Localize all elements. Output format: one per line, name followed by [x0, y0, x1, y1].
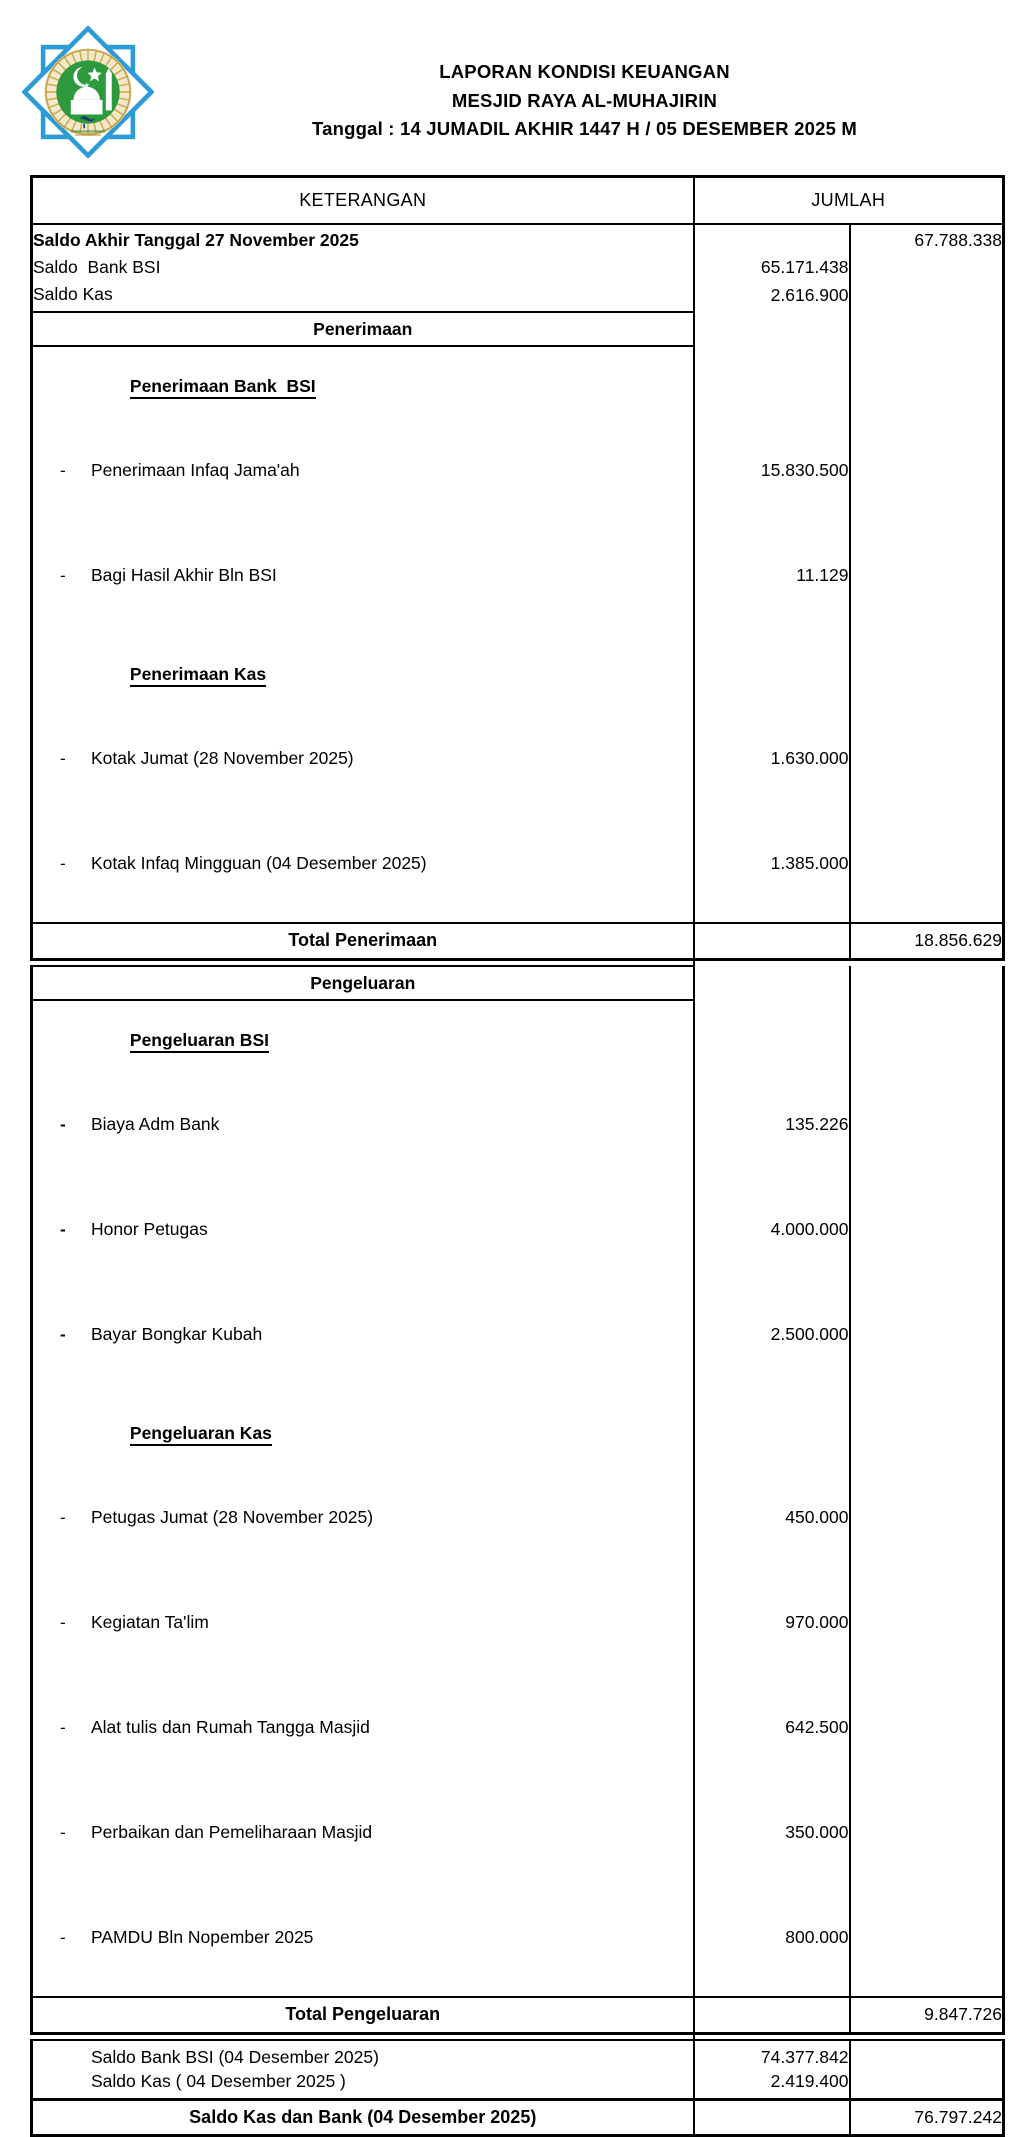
- line-item-total-cell: [850, 1177, 1004, 1282]
- line-item-penerimaan-bsi-1: [32, 523, 694, 628]
- line-item-label: PAMDU Bln Nopember 2025: [91, 1927, 314, 1947]
- line-item-total-cell: [850, 1465, 1004, 1570]
- spacer-row: [32, 1387, 1004, 1402]
- total-pengeluaran-label: Total Pengeluaran: [32, 1997, 694, 2033]
- total-penerimaan-amount-cell: [694, 923, 850, 959]
- closing-gap-row: [32, 2033, 1004, 2040]
- group-penerimaan-kas-total-cell: [850, 643, 1004, 706]
- column-header-jumlah: JUMLAH: [694, 177, 1004, 224]
- final-total-label: Saldo Kas dan Bank (04 Desember 2025): [32, 2099, 694, 2135]
- line-item-pengeluaran-kas-4: [32, 1885, 694, 1997]
- line-item-total-cell: [850, 523, 1004, 628]
- section-gap-row: [32, 959, 1004, 966]
- table-row: [32, 1780, 1004, 1885]
- line-item-total-cell: [850, 1780, 1004, 1885]
- final-total-value: 76.797.242: [850, 2099, 1004, 2135]
- closing-item-amount-1: 2.419.400: [694, 2070, 850, 2100]
- dash-bullet-icon: -: [60, 1220, 66, 1239]
- group-title-pengeluaran-bsi-text: Pengeluaran BSI: [130, 1030, 269, 1053]
- line-item-total-cell: [850, 1072, 1004, 1177]
- line-item-label: Kegiatan Ta'lim: [91, 1612, 209, 1632]
- report-title-line2: MESJID RAYA AL-MUHAJIRIN: [451, 89, 718, 111]
- table-row: [32, 253, 1004, 283]
- dash-bullet-icon: -: [60, 1325, 66, 1344]
- line-item-label: Petugas Jumat (28 November 2025): [91, 1507, 374, 1527]
- opening-balance-total: 67.788.338: [850, 224, 1004, 254]
- closing-item-total-0: [850, 2040, 1004, 2070]
- logo-container: [0, 22, 175, 158]
- table-row: [32, 1282, 1004, 1387]
- line-item-penerimaan-kas-0: [32, 706, 694, 811]
- line-item-pengeluaran-bsi-2: [32, 1282, 694, 1387]
- spacer-row: [32, 628, 1004, 643]
- section-title-row-pengeluaran: [32, 966, 1004, 1000]
- group-penerimaan-kas-amount-cell: [694, 643, 850, 706]
- opening-item-label-0: Saldo Bank BSI: [32, 253, 694, 283]
- dash-bullet-icon: -: [60, 1823, 66, 1842]
- line-item-label: Honor Petugas: [91, 1219, 208, 1239]
- opening-item-amount-0: 65.171.438: [694, 253, 850, 283]
- group-title-pengeluaran-kas-text: Pengeluaran Kas: [130, 1423, 272, 1446]
- dash-bullet-icon: -: [60, 1718, 66, 1737]
- line-item-label: Kotak Infaq Mingguan (04 Desember 2025): [91, 853, 427, 873]
- total-row-pengeluaran: [32, 1997, 1004, 2033]
- line-item-pengeluaran-bsi-0: [32, 1072, 694, 1177]
- table-row: [32, 1177, 1004, 1282]
- financial-report-table: [30, 175, 1005, 2137]
- dash-bullet-icon: -: [60, 1613, 66, 1632]
- mosque-star-logo: [22, 26, 154, 158]
- line-item-pengeluaran-kas-1: [32, 1570, 694, 1675]
- section-title-pengeluaran: Pengeluaran: [32, 966, 694, 1000]
- table-row: [32, 1000, 1004, 1072]
- group-title-pengeluaran-bsi: [32, 1000, 694, 1072]
- table-row: [32, 2040, 1004, 2070]
- line-item-label: Biaya Adm Bank: [91, 1114, 220, 1134]
- section-title-row-penerimaan: [32, 312, 1004, 346]
- total-row-penerimaan: [32, 923, 1004, 959]
- total-penerimaan-label: Total Penerimaan: [32, 923, 694, 959]
- line-item-total-cell: [850, 811, 1004, 923]
- spacer-amt: [694, 1387, 850, 1402]
- line-item-penerimaan-kas-1: [32, 811, 694, 923]
- line-item-total-cell: [850, 1570, 1004, 1675]
- group-penerimaan-bsi-total-cell: [850, 346, 1004, 418]
- dash-bullet-icon: -: [60, 1508, 66, 1527]
- dash-bullet-icon: -: [60, 749, 66, 768]
- line-item-pengeluaran-kas-3: [32, 1780, 694, 1885]
- spacer-tot: [850, 1387, 1004, 1402]
- section-title-pengeluaran-amount-cell: [694, 966, 850, 1000]
- closing-item-total-1: [850, 2070, 1004, 2100]
- group-pengeluaran-bsi-amount-cell: [694, 1000, 850, 1072]
- group-title-penerimaan-bsi-text: Penerimaan Bank BSI: [130, 376, 316, 399]
- table-row: [32, 1570, 1004, 1675]
- table-row: [32, 1675, 1004, 1780]
- opening-balance-item-amount-blank: [694, 224, 850, 254]
- report-date-line: Tanggal : 14 JUMADIL AKHIR 1447 H / 05 DESEMBER 2025 M: [311, 118, 858, 140]
- report-title-line1: LAPORAN KONDISI KEUANGAN: [439, 61, 730, 82]
- dash-bullet-icon: -: [60, 854, 66, 873]
- column-header-keterangan: KETERANGAN: [32, 177, 694, 224]
- dash-bullet-icon: -: [60, 1928, 66, 1947]
- table-row: [32, 523, 1004, 628]
- dash-bullet-icon: -: [60, 1115, 66, 1134]
- closing-item-label-0: Saldo Bank BSI (04 Desember 2025): [32, 2040, 694, 2070]
- section-title-pengeluaran-total-cell: [850, 966, 1004, 1000]
- dash-bullet-icon: -: [60, 461, 66, 480]
- line-item-total-cell: [850, 1675, 1004, 1780]
- section-title-penerimaan-total-cell: [850, 312, 1004, 346]
- line-item-amount: 642.500: [694, 1675, 850, 1780]
- opening-item-label-1: Saldo Kas: [32, 283, 694, 313]
- line-item-penerimaan-bsi-0: [32, 418, 694, 523]
- title-block: [175, 22, 1034, 144]
- opening-item-total-1: [850, 283, 1004, 313]
- group-title-penerimaan-kas: [32, 643, 694, 706]
- table-row: [32, 283, 1004, 313]
- total-pengeluaran-amount-cell: [694, 1997, 850, 2033]
- line-item-amount: 135.226: [694, 1072, 850, 1177]
- table-row: [32, 706, 1004, 811]
- line-item-label: Penerimaan Infaq Jama'ah: [91, 460, 300, 480]
- spacer-ket: [32, 628, 694, 643]
- table-row: [32, 811, 1004, 923]
- section-title-penerimaan: Penerimaan: [32, 312, 694, 346]
- line-item-amount: 800.000: [694, 1885, 850, 1997]
- line-item-amount: 1.630.000: [694, 706, 850, 811]
- line-item-label: Perbaikan dan Pemeliharaan Masjid: [91, 1822, 373, 1842]
- table-row: [32, 1465, 1004, 1570]
- closing-item-label-1: Saldo Kas ( 04 Desember 2025 ): [32, 2070, 694, 2100]
- section-gap-ket: [32, 959, 694, 966]
- opening-balance-title: Saldo Akhir Tanggal 27 November 2025: [32, 224, 694, 254]
- line-item-amount: 1.385.000: [694, 811, 850, 923]
- line-item-label: Kotak Jumat (28 November 2025): [91, 748, 354, 768]
- group-pengeluaran-kas-total-cell: [850, 1402, 1004, 1465]
- table-row: [32, 643, 1004, 706]
- section-gap-amt: [694, 959, 850, 966]
- line-item-total-cell: [850, 706, 1004, 811]
- group-pengeluaran-kas-amount-cell: [694, 1402, 850, 1465]
- total-penerimaan-value: 18.856.629: [850, 923, 1004, 959]
- line-item-label: Bayar Bongkar Kubah: [91, 1324, 263, 1344]
- document-header: [0, 0, 1034, 170]
- dash-bullet-icon: -: [60, 566, 66, 585]
- line-item-label: Alat tulis dan Rumah Tangga Masjid: [91, 1717, 370, 1737]
- final-total-amount-cell: [694, 2099, 850, 2135]
- line-item-pengeluaran-bsi-1: [32, 1177, 694, 1282]
- line-item-amount: 11.129: [694, 523, 850, 628]
- closing-gap-tot: [850, 2033, 1004, 2040]
- opening-item-amount-1: 2.616.900: [694, 283, 850, 313]
- group-title-penerimaan-bsi: [32, 346, 694, 418]
- table-row: [32, 2070, 1004, 2100]
- table-row: [32, 1885, 1004, 1997]
- group-title-penerimaan-kas-text: Penerimaan Kas: [130, 664, 266, 687]
- table-row: [32, 346, 1004, 418]
- opening-item-total-0: [850, 253, 1004, 283]
- line-item-pengeluaran-kas-2: [32, 1675, 694, 1780]
- line-item-amount: 450.000: [694, 1465, 850, 1570]
- closing-gap-amt: [694, 2033, 850, 2040]
- line-item-amount: 970.000: [694, 1570, 850, 1675]
- line-item-amount: 4.000.000: [694, 1177, 850, 1282]
- line-item-amount: 15.830.500: [694, 418, 850, 523]
- line-item-pengeluaran-kas-0: [32, 1465, 694, 1570]
- section-title-penerimaan-amount-cell: [694, 312, 850, 346]
- line-item-amount: 350.000: [694, 1780, 850, 1885]
- line-item-amount: 2.500.000: [694, 1282, 850, 1387]
- table-row: [32, 224, 1004, 254]
- line-item-total-cell: [850, 1282, 1004, 1387]
- section-gap-tot: [850, 959, 1004, 966]
- group-title-pengeluaran-kas: [32, 1402, 694, 1465]
- spacer-amt: [694, 628, 850, 643]
- total-pengeluaran-value: 9.847.726: [850, 1997, 1004, 2033]
- line-item-total-cell: [850, 1885, 1004, 1997]
- closing-item-amount-0: 74.377.842: [694, 2040, 850, 2070]
- table-row: [32, 1402, 1004, 1465]
- line-item-total-cell: [850, 418, 1004, 523]
- table-row: [32, 418, 1004, 523]
- table-row: [32, 1072, 1004, 1177]
- financial-report-table-wrap: [30, 175, 1002, 2137]
- group-penerimaan-bsi-amount-cell: [694, 346, 850, 418]
- table-header-row: [32, 177, 1004, 224]
- spacer-tot: [850, 628, 1004, 643]
- group-pengeluaran-bsi-total-cell: [850, 1000, 1004, 1072]
- spacer-ket: [32, 1387, 694, 1402]
- line-item-label: Bagi Hasil Akhir Bln BSI: [91, 565, 277, 585]
- closing-gap-ket: [32, 2033, 694, 2040]
- final-total-row: [32, 2099, 1004, 2135]
